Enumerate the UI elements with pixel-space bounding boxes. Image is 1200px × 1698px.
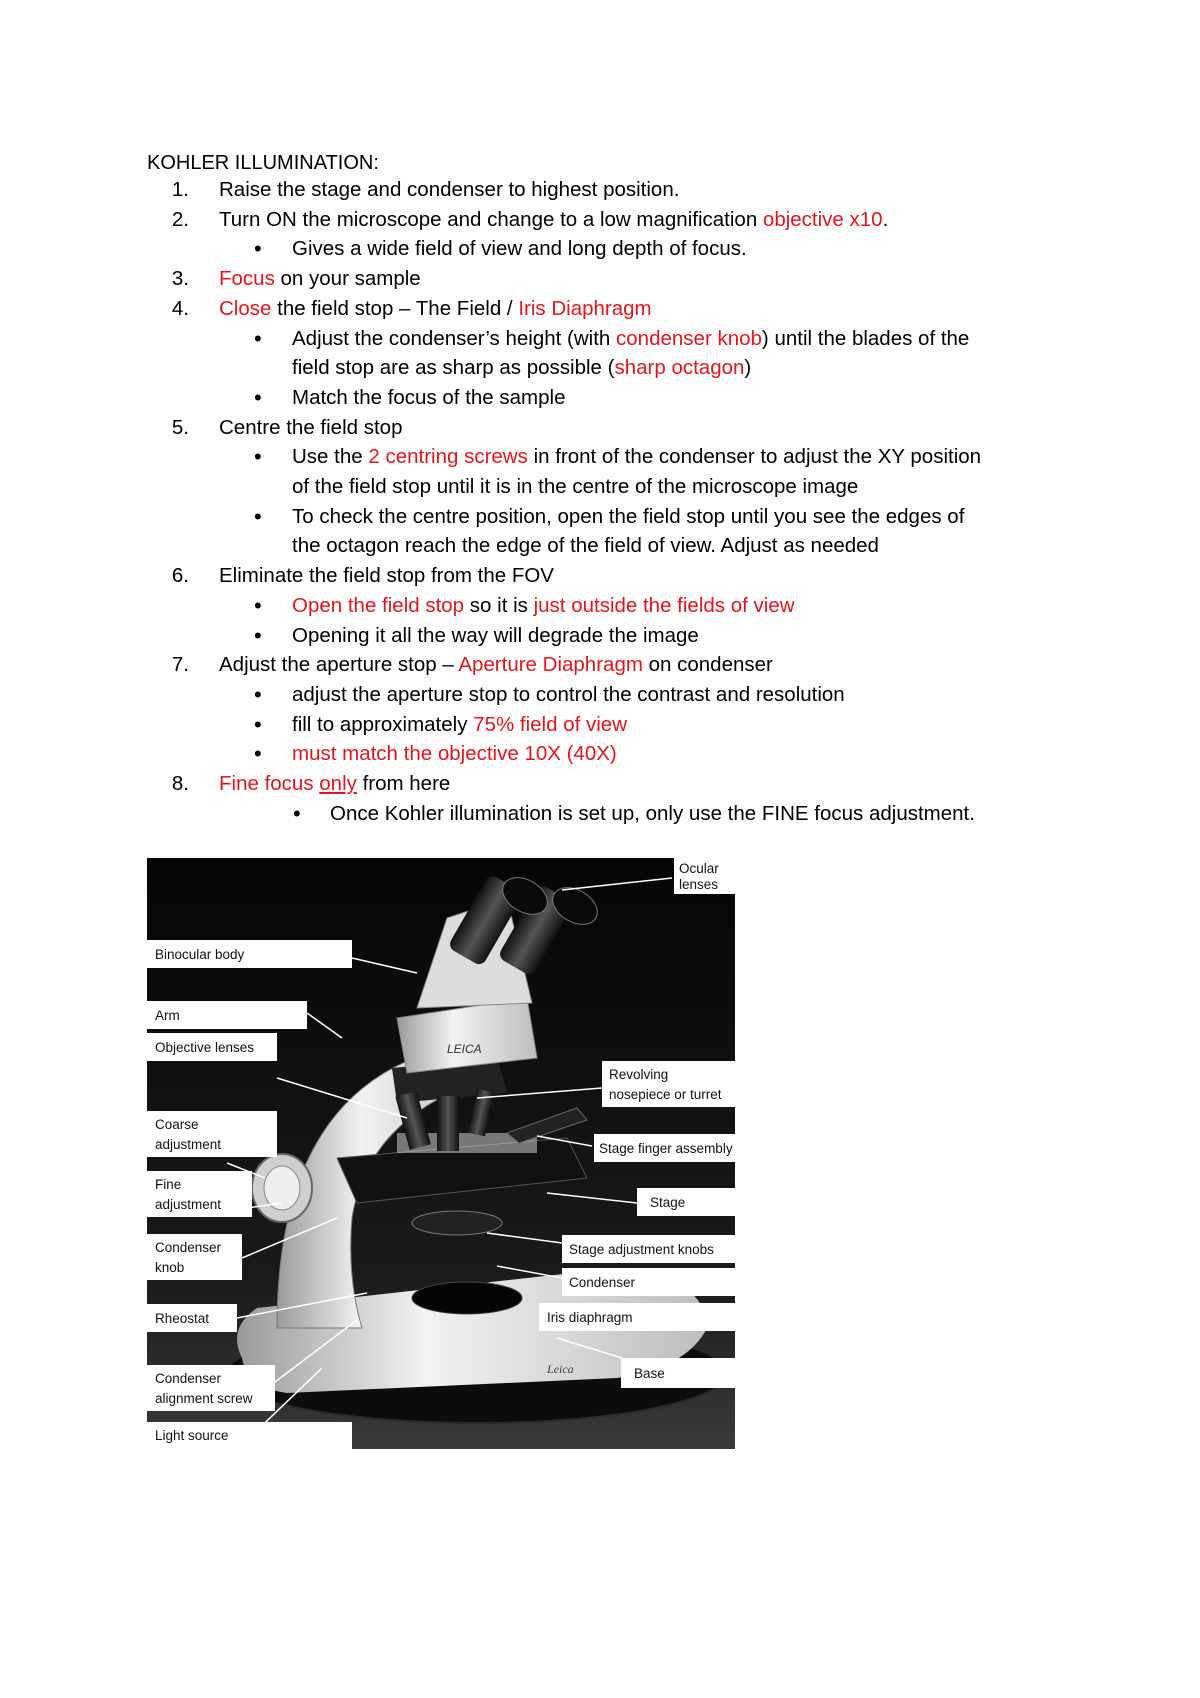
text-run: To check the centre position, open the field stop until you see the edges of bbox=[292, 505, 965, 528]
text-run: ) until the blades of the bbox=[761, 327, 970, 350]
step-line bbox=[219, 415, 402, 441]
label-text: Stage bbox=[650, 1195, 686, 1210]
text-run: of the field stop until it is in the centre of the microscope image bbox=[292, 475, 859, 498]
bullet-item bbox=[330, 801, 975, 827]
bullet-dot: • bbox=[293, 801, 301, 826]
label-stage-finger bbox=[594, 1134, 735, 1162]
text-run: Gives a wide field of view and long depth of focus. bbox=[292, 237, 747, 260]
highlighted-text: 75% field of view bbox=[473, 713, 628, 736]
step-number: 7. bbox=[171, 653, 189, 676]
step-number: 2. bbox=[171, 208, 189, 231]
step-number: 5. bbox=[171, 416, 189, 439]
label-rheostat bbox=[147, 1304, 237, 1332]
step-line bbox=[219, 652, 773, 678]
bullet-item bbox=[292, 623, 699, 649]
bullet-continuation bbox=[292, 355, 751, 381]
microscope-figure bbox=[147, 858, 735, 1449]
bullet-dot: • bbox=[254, 444, 262, 469]
bullet-dot: • bbox=[254, 741, 262, 766]
step-line bbox=[219, 296, 652, 322]
label-condenser-alignment-screw bbox=[147, 1365, 275, 1411]
step-line bbox=[219, 207, 888, 233]
label-text: Rheostat bbox=[155, 1311, 210, 1326]
label-light-source bbox=[147, 1422, 352, 1449]
text-run: the octagon reach the edge of the field of view. Adjust as needed bbox=[292, 534, 879, 557]
label-stage-adjustment-knobs bbox=[562, 1235, 735, 1263]
label-text: Revolving bbox=[609, 1067, 669, 1082]
text-run: Eliminate the field stop from the FOV bbox=[219, 564, 554, 587]
highlighted-text: Close bbox=[219, 297, 272, 320]
text-run: from here bbox=[356, 772, 451, 795]
bullet-item bbox=[292, 326, 969, 352]
highlighted-text: Fine focus bbox=[219, 772, 320, 795]
label-text: Stage finger assembly bbox=[599, 1141, 733, 1156]
text-run: on condenser bbox=[642, 653, 773, 676]
base-logo-text: Leica bbox=[547, 1362, 574, 1376]
highlighted-text: only bbox=[319, 772, 357, 795]
text-run: on your sample bbox=[274, 267, 421, 290]
highlighted-text: must match the objective 10X (40X) bbox=[292, 742, 617, 765]
step-line bbox=[219, 266, 421, 292]
text-run: Adjust the aperture stop – bbox=[219, 653, 459, 676]
text-run: Raise the stage and condenser to highest position. bbox=[219, 178, 680, 201]
bullet-dot: • bbox=[254, 712, 262, 737]
label-objective-lenses bbox=[147, 1033, 277, 1061]
label-binocular-body bbox=[147, 940, 352, 968]
label-text: Iris diaphragm bbox=[547, 1310, 633, 1325]
bullet-item bbox=[292, 712, 627, 738]
text-run: Once Kohler illumination is set up, only use the FINE focus adjustment. bbox=[330, 802, 975, 825]
step-number: 8. bbox=[171, 772, 189, 795]
bullet-item bbox=[292, 385, 565, 411]
bullet-dot: • bbox=[254, 593, 262, 618]
step-line bbox=[219, 771, 450, 797]
text-run: the field stop – The Field / bbox=[271, 297, 519, 320]
text-run: so it is bbox=[464, 594, 534, 617]
highlighted-text: Focus bbox=[219, 267, 275, 290]
label-text: Base bbox=[634, 1366, 665, 1381]
text-run: ) bbox=[744, 356, 752, 379]
label-text: Coarse bbox=[155, 1117, 199, 1132]
label-text: lenses bbox=[679, 877, 719, 892]
bullet-dot: • bbox=[254, 682, 262, 707]
bullet-dot: • bbox=[254, 504, 262, 529]
bullet-dot: • bbox=[254, 385, 262, 410]
step-number: 4. bbox=[171, 297, 189, 320]
label-text: Binocular body bbox=[155, 947, 245, 962]
condenser-lens bbox=[412, 1211, 502, 1235]
label-arm bbox=[147, 1001, 307, 1029]
label-text: knob bbox=[155, 1260, 185, 1275]
page-title: KOHLER ILLUMINATION: bbox=[147, 152, 379, 174]
highlighted-text: 2 centring screws bbox=[368, 445, 528, 468]
step-number: 6. bbox=[171, 564, 189, 587]
step-line bbox=[219, 177, 679, 203]
bullet-dot: • bbox=[254, 236, 262, 261]
focus-knob bbox=[252, 1154, 312, 1222]
text-run: Match the focus of the sample bbox=[292, 386, 566, 409]
text-run: field stop are as sharp as possible ( bbox=[292, 356, 615, 379]
text-run: Adjust the condenser’s height (with bbox=[292, 327, 617, 350]
label-iris-diaphragm bbox=[539, 1303, 735, 1331]
label-text: Condenser bbox=[155, 1371, 222, 1386]
bullet-item bbox=[292, 593, 795, 619]
highlighted-text: sharp octagon bbox=[614, 356, 745, 379]
label-text: Arm bbox=[155, 1008, 180, 1023]
label-text: adjustment bbox=[155, 1137, 222, 1152]
bullet-item bbox=[292, 741, 617, 767]
bullet-dot: • bbox=[254, 623, 262, 648]
label-ocular bbox=[674, 858, 735, 894]
label-text: Ocular bbox=[679, 861, 719, 876]
label-revolving-nosepiece bbox=[602, 1061, 735, 1107]
label-text: Fine bbox=[155, 1177, 182, 1192]
bullet-item bbox=[292, 682, 845, 708]
step-number: 3. bbox=[171, 267, 189, 290]
highlighted-text: condenser knob bbox=[616, 327, 762, 350]
head-brand-text: LEICA bbox=[447, 1042, 482, 1056]
highlighted-text: just outside the fields of view bbox=[533, 594, 795, 617]
text-run: . bbox=[882, 208, 889, 231]
text-run: Opening it all the way will degrade the image bbox=[292, 624, 699, 647]
label-text: Light source bbox=[155, 1428, 229, 1443]
step-line bbox=[219, 563, 554, 589]
label-condenser bbox=[562, 1268, 735, 1296]
label-text: adjustment bbox=[155, 1197, 222, 1212]
step-number: 1. bbox=[171, 178, 189, 201]
label-text: alignment screw bbox=[155, 1391, 253, 1406]
bullet-item bbox=[292, 504, 964, 530]
text-run: Centre the field stop bbox=[219, 416, 403, 439]
bullet-continuation bbox=[292, 533, 879, 559]
bullet-item bbox=[292, 236, 747, 262]
label-coarse-adjustment bbox=[147, 1111, 277, 1157]
text-run: Turn ON the microscope and change to a low magnification bbox=[219, 208, 763, 231]
text-run: adjust the aperture stop to control the contrast and resolution bbox=[292, 683, 845, 706]
light-port bbox=[412, 1282, 522, 1314]
text-run: fill to approximately bbox=[292, 713, 474, 736]
label-text: Objective lenses bbox=[155, 1040, 255, 1055]
highlighted-text: Iris Diaphragm bbox=[518, 297, 652, 320]
text-run: Use the bbox=[292, 445, 369, 468]
label-stage bbox=[637, 1188, 735, 1216]
label-text: nosepiece or turret bbox=[609, 1087, 722, 1102]
bullet-item bbox=[292, 444, 981, 470]
bullet-continuation bbox=[292, 474, 858, 500]
label-text: Condenser bbox=[569, 1275, 636, 1290]
highlighted-text: Open the field stop bbox=[292, 594, 465, 617]
label-fine-adjustment bbox=[147, 1171, 252, 1217]
highlighted-text: objective x10 bbox=[762, 208, 883, 231]
label-condenser-knob bbox=[147, 1234, 242, 1280]
bullet-dot: • bbox=[254, 326, 262, 351]
label-base bbox=[621, 1358, 735, 1388]
label-text: Condenser bbox=[155, 1240, 222, 1255]
text-run: in front of the condenser to adjust the XY position bbox=[527, 445, 982, 468]
label-text: Stage adjustment knobs bbox=[569, 1242, 714, 1257]
highlighted-text: Aperture Diaphragm bbox=[458, 653, 643, 676]
